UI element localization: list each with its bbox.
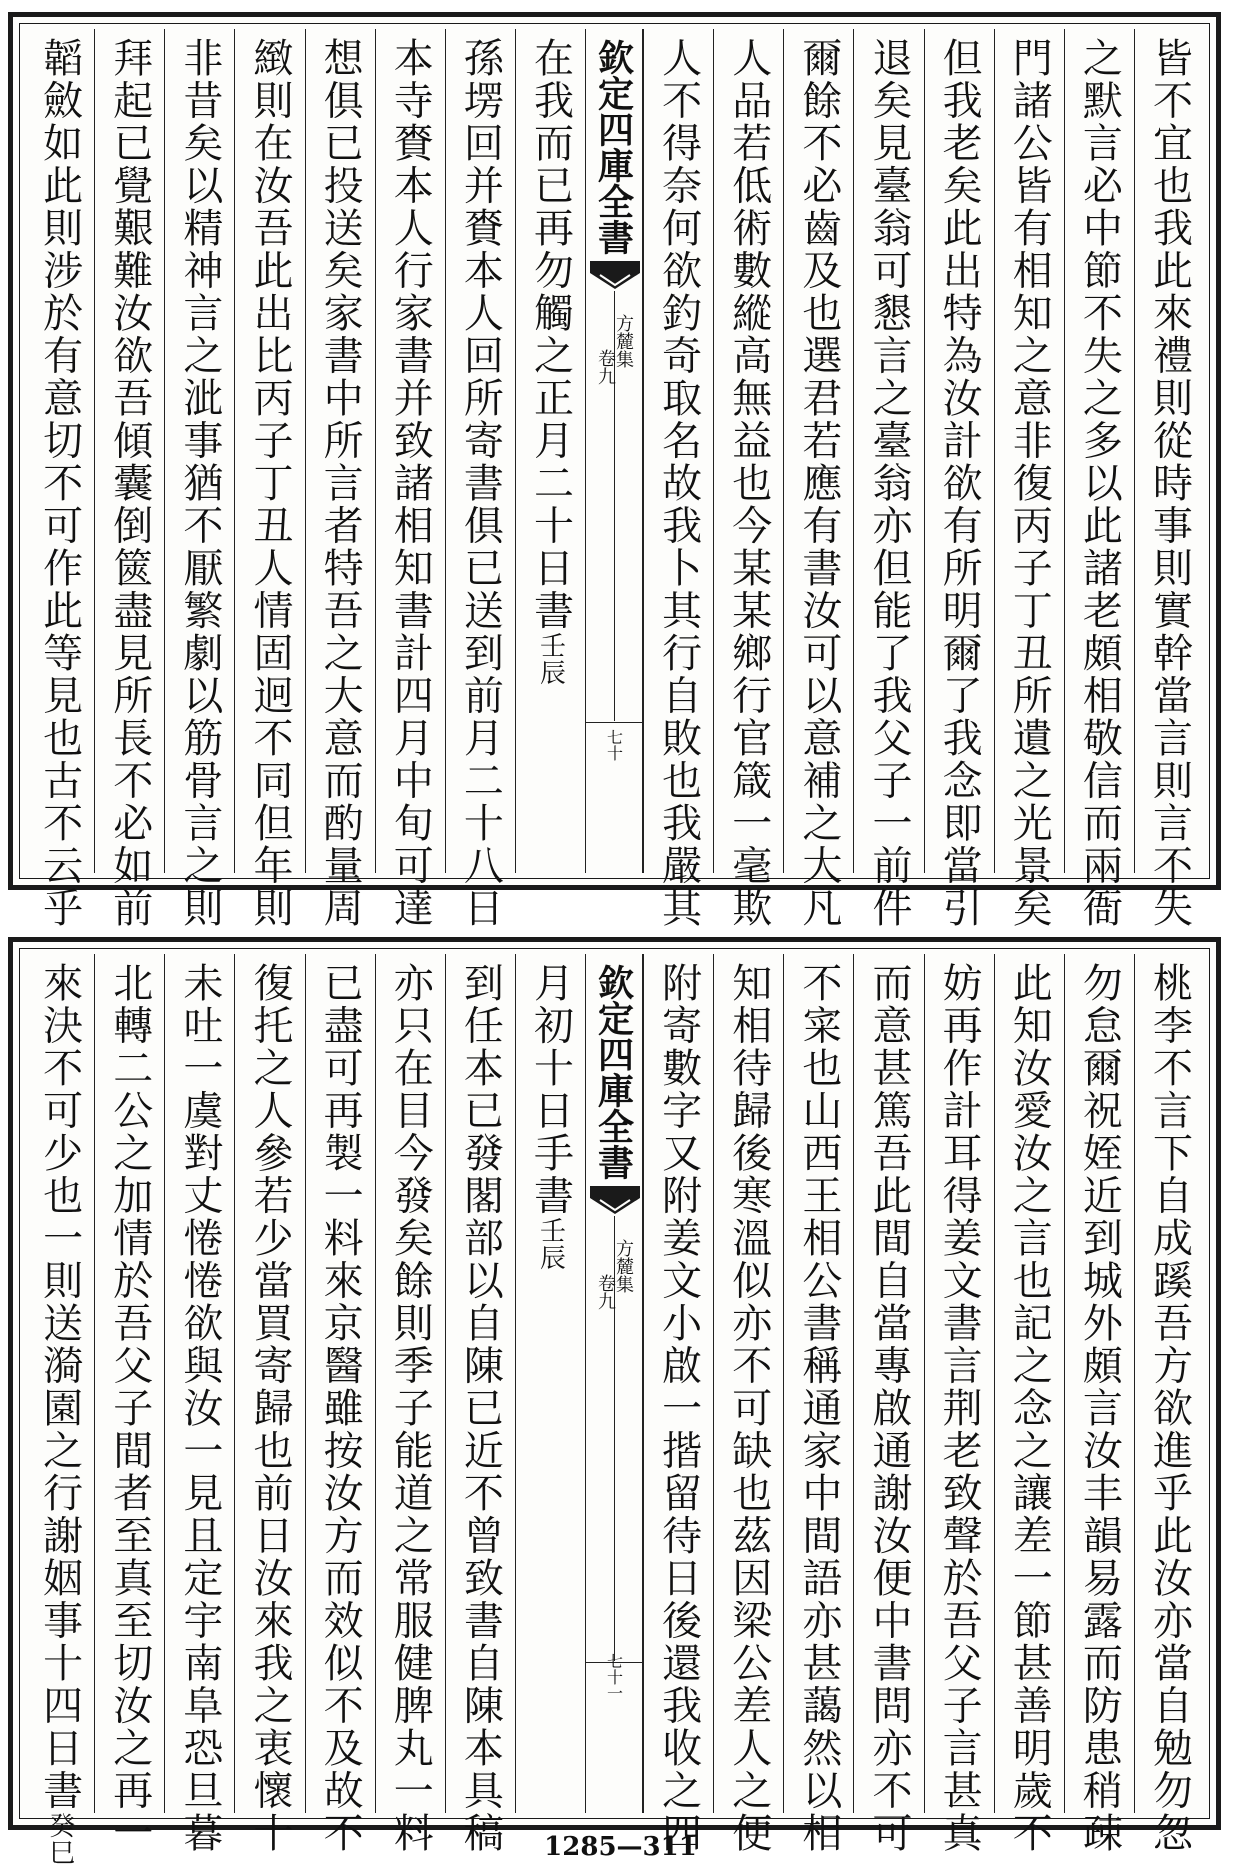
column-text: 非昔矣以精神言之泚事猶不厭繁劇以筋骨言之則 xyxy=(176,37,223,930)
fold-volume: 卷九 xyxy=(595,349,616,385)
column-text: 拜起已覺艱難汝欲吾傾囊倒篋盡見所長不必如前 xyxy=(106,37,153,930)
page-footer-number: 1285—311 xyxy=(544,1832,697,1862)
column-text: 緻則在汝吾此出比丙子丁丑人情固迥不同但年則 xyxy=(246,37,293,930)
column-text: 月初十日手書壬辰 xyxy=(527,962,574,1271)
text-column xyxy=(234,954,304,1855)
column-text: 桃李不言下自成蹊吾方欲進乎此汝亦當自勉勿忽 xyxy=(1146,962,1193,1855)
text-column xyxy=(783,954,853,1855)
column-text: 復托之人參若少當買寄歸也前日汝來我之衷懷十 xyxy=(246,962,293,1855)
text-column xyxy=(713,29,783,930)
text-column xyxy=(515,954,585,1813)
text-column xyxy=(713,954,783,1855)
text-column xyxy=(445,29,515,930)
column-text: 韜斂如此則涉於有意切不可作此等見也古不云乎 xyxy=(36,37,83,930)
column-text: 來決不可少也一則送漪園之行謝姻事十四日書癸巳 xyxy=(36,962,83,1866)
column-text: 附寄數字又附姜文小啟一揩留待日後還我收之四 xyxy=(655,962,702,1855)
column-text: 亦只在目今發矣餘則季子能道之常服健脾丸一料 xyxy=(387,962,434,1855)
text-column xyxy=(643,29,713,930)
text-column xyxy=(783,29,853,930)
fold-rule xyxy=(586,722,642,723)
text-column xyxy=(375,954,445,1855)
center-fold xyxy=(585,29,643,873)
fold-page-number: 七十一 xyxy=(604,1653,624,1701)
text-column xyxy=(1134,29,1204,930)
text-column xyxy=(515,29,585,873)
text-column xyxy=(924,954,994,1855)
text-column xyxy=(1134,954,1204,1855)
text-column xyxy=(305,954,375,1855)
text-column xyxy=(164,954,234,1855)
text-column xyxy=(25,29,94,930)
column-text: 勿怠爾祝姪近到城外頗言汝丰韻易露而防患稍疎 xyxy=(1076,962,1123,1855)
column-text: 門諸公皆有相知之意非復丙子丁丑所遺之光景矣 xyxy=(1006,37,1053,930)
fold-page-number: 七十 xyxy=(604,729,624,761)
column-text: 而意甚篤吾此間自當專啟通謝汝便中書問亦不可 xyxy=(865,962,912,1855)
fold-title: 欽定四庫全書 xyxy=(592,964,635,1180)
column-text: 妨再作計耳得姜文書言荆老致聲於吾父子言甚真 xyxy=(936,962,983,1855)
page-top xyxy=(8,12,1221,930)
text-column xyxy=(94,954,164,1855)
column-text: 不寀也山西王相公書稱通家中間語亦甚藹然以相 xyxy=(795,962,842,1855)
column-text: 人不得奈何欲釣奇取名故我卜其行自敗也我嚴其 xyxy=(655,37,702,930)
text-column xyxy=(643,954,713,1855)
column-text: 北轉二公之加情於吾父子間者至真至切汝之再一 xyxy=(106,962,153,1855)
top-columns xyxy=(25,29,1204,930)
fold-volume: 卷九 xyxy=(595,1274,616,1310)
text-column xyxy=(375,29,445,930)
text-column xyxy=(1064,954,1134,1855)
fold-title: 欽定四庫全書 xyxy=(592,39,635,255)
text-column xyxy=(25,954,94,1866)
date-note: 癸巳 xyxy=(44,1812,75,1866)
column-text: 本寺賚本人行家書并致諸相知書計四月中旬可達 xyxy=(387,37,434,930)
text-column xyxy=(305,29,375,930)
date-note: 壬辰 xyxy=(535,632,566,686)
column-text: 之默言必中節不失之多以此諸老頗相敬信而兩衙 xyxy=(1076,37,1123,930)
column-text: 退矣見臺翁可懇言之臺翁亦但能了我父子一前件 xyxy=(865,37,912,930)
column-text: 爾餘不必齒及也選君若應有書汝可以意補之大凡 xyxy=(795,37,842,930)
column-text: 想俱已投送矣家書中所言者特吾之大意而酌量周 xyxy=(317,37,364,930)
text-column xyxy=(994,954,1064,1855)
column-text: 知相待歸後寒溫似亦不可缺也茲因梁公差人之便 xyxy=(725,962,772,1855)
column-text: 皆不宜也我此來禮則從時事則實幹當言則言不失 xyxy=(1146,37,1193,930)
center-fold xyxy=(585,954,643,1813)
fish-tail-icon xyxy=(590,1186,640,1216)
text-column xyxy=(994,29,1064,930)
text-column xyxy=(924,29,994,930)
fold-book-title: 方麓集 xyxy=(613,314,634,368)
column-text: 在我而已再勿觸之正月二十日書壬辰 xyxy=(527,37,574,686)
column-text: 人品若低術數縱高無益也今某某鄉行官箴一毫欺 xyxy=(725,37,772,930)
text-column xyxy=(853,29,923,930)
column-text: 孫塄回并賚本人回所寄書俱已送到前月二十八日 xyxy=(457,37,504,930)
text-column xyxy=(94,29,164,930)
text-column xyxy=(853,954,923,1855)
column-text: 此知汝愛汝之言也記之念之讓差一節甚善明歲不 xyxy=(1006,962,1053,1855)
column-text: 到任本已發閣部以自陳已近不曾致書自陳本具稿 xyxy=(457,962,504,1855)
fold-book-title: 方麓集 xyxy=(613,1239,634,1293)
date-note: 壬辰 xyxy=(535,1217,566,1271)
text-column xyxy=(234,29,304,930)
column-text: 未吐一虞對丈惓惓欲與汝一見且定宇南阜恐旦暮 xyxy=(176,962,223,1855)
column-text: 已盡可再製一料來京醫雖按汝方而效似不及故不 xyxy=(317,962,364,1855)
fish-tail-icon xyxy=(590,261,640,291)
text-column xyxy=(1064,29,1134,930)
text-column xyxy=(164,29,234,930)
text-column xyxy=(445,954,515,1855)
column-text: 但我老矣此出特為汝計欲有所明爾了我念即當引 xyxy=(936,37,983,930)
